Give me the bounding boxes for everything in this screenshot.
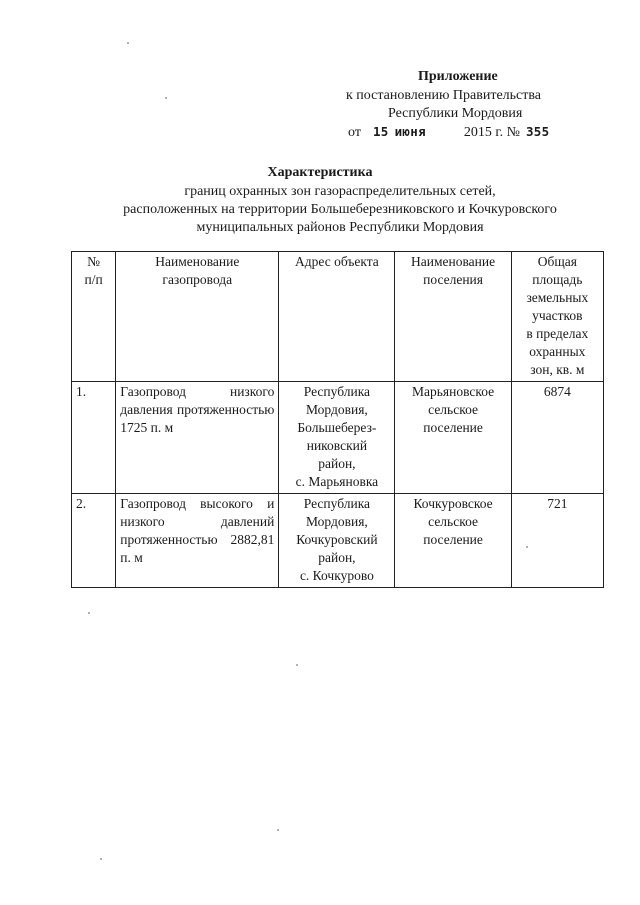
object-address: Республика Мордовия, Большеберез- никовский район, с. Марьяновка — [279, 382, 395, 494]
header-number: № п/п — [72, 252, 116, 382]
date-day: 15 — [372, 124, 389, 139]
resolution-number: 355 — [525, 124, 550, 139]
appendix-resolution-line: к постановлению Правительства — [346, 88, 542, 103]
header-address: Адрес объекта — [279, 252, 395, 382]
scan-speck — [165, 97, 167, 99]
scan-speck — [100, 858, 102, 860]
appendix-date-line — [348, 124, 549, 141]
header-settlement: Наименование поселения — [395, 252, 511, 382]
from-label: от — [348, 125, 361, 140]
table-row — [72, 382, 604, 494]
subtitle-line: расположенных на территории Большеберезниковского и Кочкуровского — [123, 202, 557, 217]
scan-speck — [526, 546, 528, 548]
pipeline-name: Газопровод низкого давления протяженностью 1725 п. м — [116, 382, 279, 494]
scan-speck — [88, 612, 90, 614]
appendix-republic-line: Республики Мордовия — [388, 106, 523, 121]
subtitle-line: границ охранных зон газораспределительных сетей, — [184, 184, 496, 199]
header-pipeline-name: Наименование газопровода — [116, 252, 279, 382]
settlement-name: Марьяновское сельское поселение — [395, 382, 511, 494]
header-area: Общая площадь земельных участков в пределах охранных зон, кв. м — [511, 252, 603, 382]
appendix-title: Приложение — [418, 69, 498, 84]
document-title: Характеристика — [267, 165, 373, 180]
table-row — [72, 494, 604, 588]
table-header-row — [72, 252, 604, 382]
row-number: 2. — [72, 494, 116, 588]
subtitle-line: муниципальных районов Республики Мордовия — [196, 220, 484, 235]
pipeline-name: Газопровод высокого и низкого давлений протяженностью 2882,81 п. м — [116, 494, 279, 588]
zones-table — [71, 251, 604, 588]
object-address: Республика Мордовия, Кочкуровский район, с. Кочкурово — [279, 494, 395, 588]
zone-area: 6874 — [511, 382, 603, 494]
row-number: 1. — [72, 382, 116, 494]
zone-area: 721 — [511, 494, 603, 588]
scan-speck — [277, 829, 279, 831]
scan-speck — [296, 664, 298, 666]
year-label: 2015 г. № — [463, 125, 520, 140]
settlement-name: Кочкуровское сельское поселение — [395, 494, 511, 588]
date-month: июня — [394, 124, 426, 139]
document-subtitle — [90, 183, 590, 237]
scan-speck — [127, 42, 129, 44]
